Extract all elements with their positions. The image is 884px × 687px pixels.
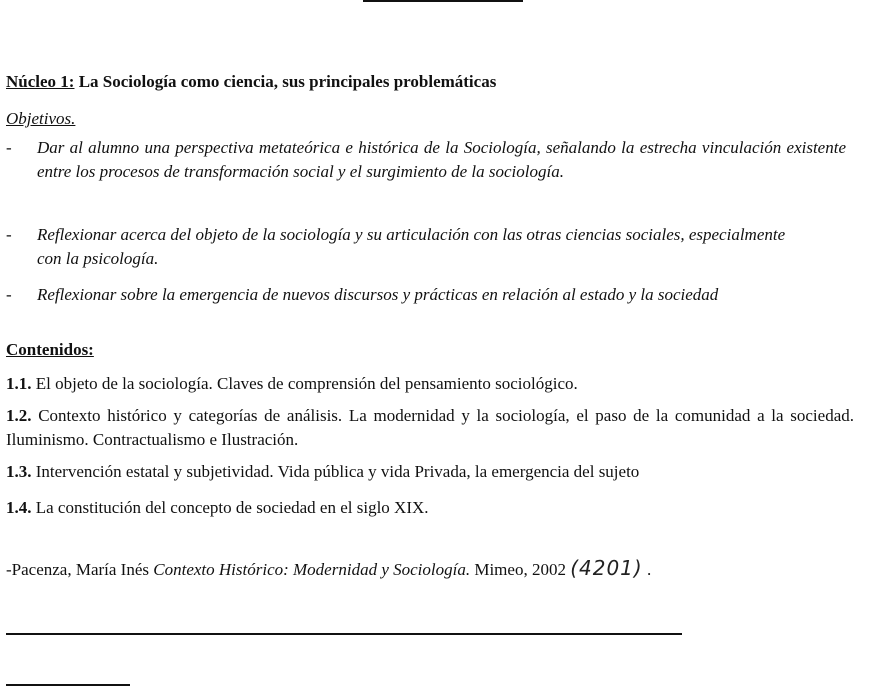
reference-title: Contexto Histórico: Modernidad y Sociología. [153, 560, 471, 579]
content-number: 1.3. [6, 462, 32, 481]
content-item [6, 404, 854, 452]
content-text: El objeto de la sociología. Claves de comprensión del pensamiento sociológico. [31, 374, 578, 393]
content-number: 1.1. [6, 374, 32, 393]
reference-publisher: Mimeo, 2002 [470, 560, 571, 579]
reference-trailing: . [642, 560, 652, 579]
objective-item [6, 283, 796, 307]
bullet-dash: - [6, 138, 12, 157]
content-text: La constitución del concepto de sociedad en el siglo XIX. [31, 498, 429, 517]
content-number: 1.4. [6, 498, 32, 517]
content-item [6, 460, 854, 484]
objetivos-label: Objetivos. [6, 109, 76, 128]
contenidos-label: Contenidos: [6, 340, 94, 359]
bibliographic-reference [6, 556, 866, 580]
content-item [6, 496, 854, 520]
objective-text: Reflexionar sobre la emergencia de nuevos discursos y prácticas en relación al estado y la sociedad [37, 285, 719, 304]
section-number: Núcleo 1: [6, 72, 75, 91]
content-text: Intervención estatal y subjetividad. Vida pública y vida Privada, la emergencia del sujeto [31, 462, 640, 481]
top-rule [363, 0, 523, 2]
footnote-rule [6, 633, 682, 635]
bullet-dash: - [6, 285, 12, 304]
objective-item [6, 136, 846, 184]
bullet-dash: - [6, 225, 12, 244]
content-text: Contexto histórico y categorías de análisis. La modernidad y la sociología, el paso de la comunidad a la sociedad. Iluminismo. Contractualismo e Ilustración. [6, 406, 854, 449]
reference-author: -Pacenza, María Inés [6, 560, 154, 579]
objective-item [6, 223, 796, 271]
section-heading [6, 72, 866, 92]
content-item [6, 372, 854, 396]
objective-text: Reflexionar acerca del objeto de la sociología y su articulación con las otras ciencias sociales, especialmente con la psicología. [37, 225, 786, 268]
bottom-rule [6, 684, 130, 686]
section-title: La Sociología como ciencia, sus principales problemáticas [74, 72, 497, 91]
handwritten-code: (4201) [570, 556, 643, 580]
content-number: 1.2. [6, 406, 32, 425]
objective-text: Dar al alumno una perspectiva metateórica e histórica de la Sociología, señalando la estrecha vinculación existente entre los procesos de transformación social y el surgimiento de la sociología. [37, 138, 846, 181]
